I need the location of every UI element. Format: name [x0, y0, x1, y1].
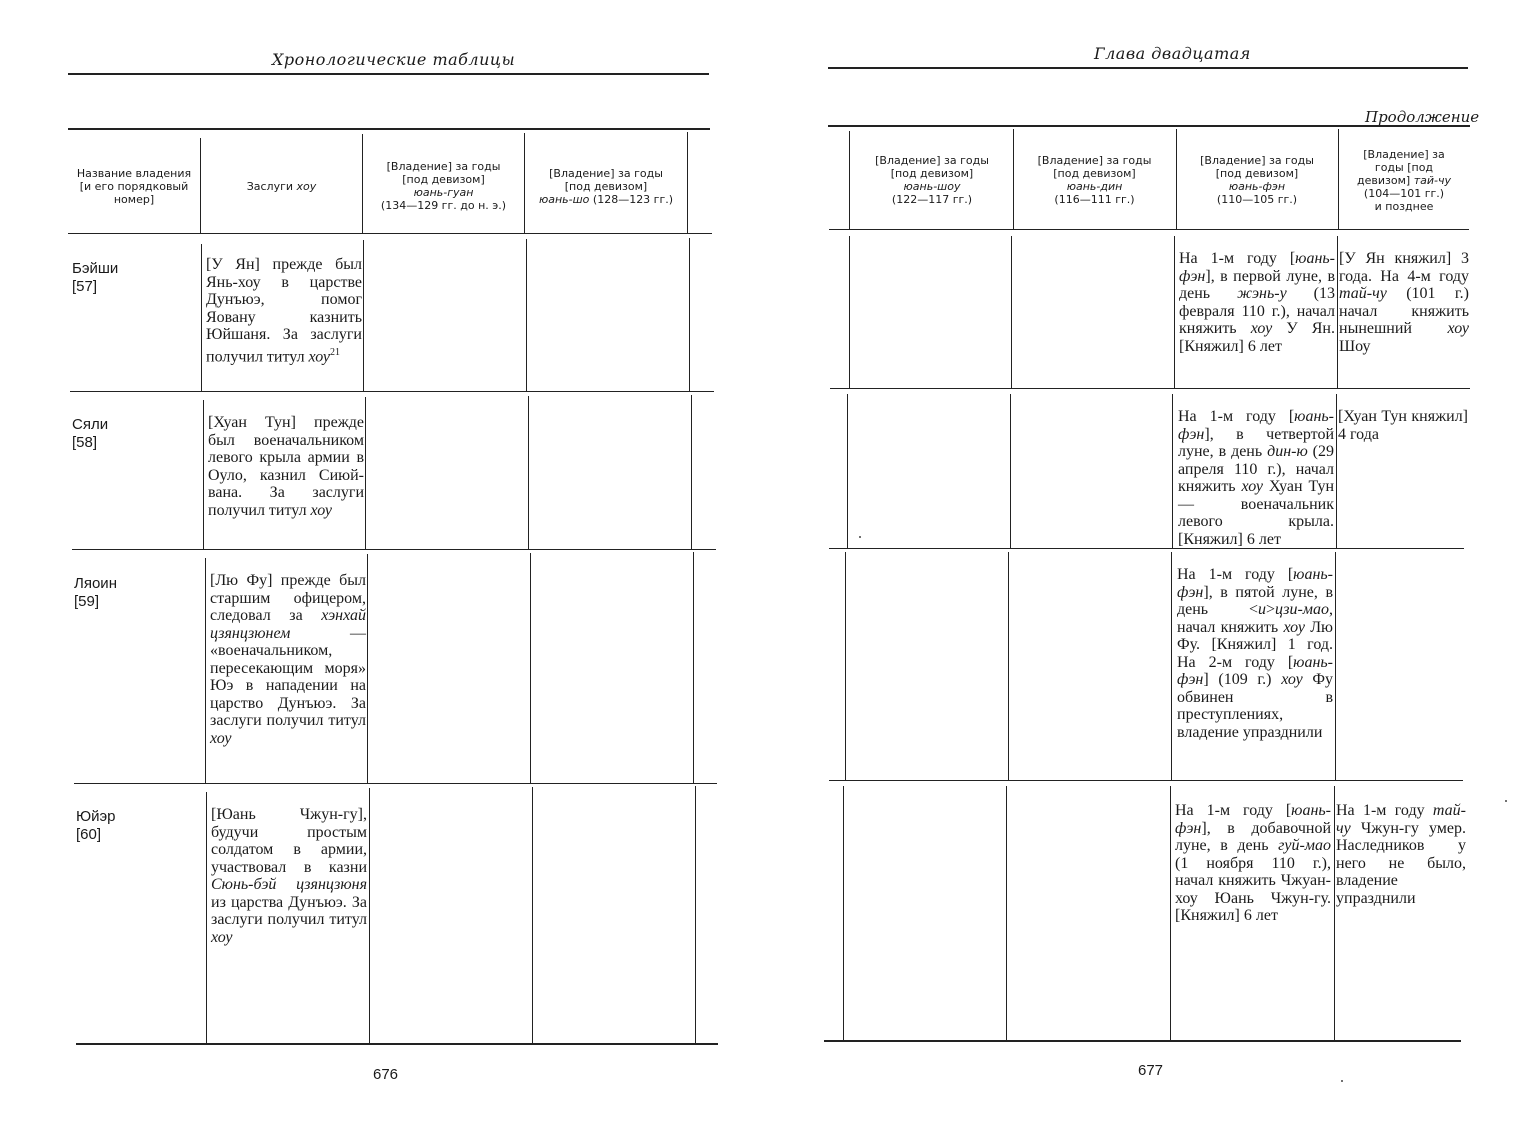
continuation-label: Продолжение: [1365, 108, 1480, 126]
right-page: [761, 0, 1522, 1138]
fief-number: [58]: [72, 434, 98, 451]
column-header: [853, 134, 1011, 226]
table-top-rule: [68, 128, 710, 130]
column-divider: [1011, 236, 1012, 388]
column-divider: [691, 395, 692, 550]
table-bottom-rule: [824, 1040, 1461, 1042]
page-number: 677: [1138, 1062, 1164, 1079]
column-divider: [845, 552, 846, 780]
column-header: [203, 140, 360, 232]
column-header-text: [Владение] за годы [под девизом] тай-чу (104—101 гг.) и позднее: [1357, 147, 1451, 213]
fief-number: [59]: [74, 593, 100, 610]
column-divider: [206, 792, 207, 1044]
column-divider: [849, 236, 850, 388]
column-divider: [687, 132, 688, 234]
column-divider: [1335, 552, 1336, 780]
column-divider: [1176, 129, 1177, 229]
print-speck: [1505, 800, 1507, 802]
yuanfeng-cell: На 1-м году [юань-фэн], в четвертой луне, в день дин-ю (29 апреля 110 г.), начал княжить хоу Хуан Тун — военачальник левого крыла. [Княжил] 6 лет: [1178, 408, 1334, 548]
merit-cell: [Хуан Тун] прежде был военачальником левого крыла армии в Оуло, казнил Сиюй-вана. За заслуги получил титул хоу: [208, 414, 364, 519]
print-speck: [859, 536, 861, 538]
column-header-text: [Владение] за годы [под девизом] юань-шо (128—123 гг.): [538, 166, 674, 206]
merit-cell: [У Ян] прежде был Янь-хоу в царстве Дунъюэ, помог Яовану казнить Юйшаня. За заслуги получил титул хоу$^{21}$: [206, 256, 362, 365]
head-rule: [828, 67, 1468, 69]
column-header: [1015, 134, 1174, 226]
merit-cell: [Юань Чжун-гу], будучи простым солдатом в армии, участвовал в казни Сюнь-бэй цзянцзюня из царства Дунъюэ. За заслуги получил титул хоу: [211, 806, 367, 946]
running-head: Глава двадцатая: [1094, 44, 1251, 63]
column-divider: [362, 134, 363, 234]
header-bottom-rule: [829, 229, 1469, 230]
header-bottom-rule: [68, 233, 712, 234]
taichu-cell: [Хуан Тун княжил] 4 года: [1338, 408, 1468, 443]
column-divider: [1013, 129, 1014, 229]
column-divider: [369, 788, 370, 1044]
row-divider: [74, 783, 717, 784]
column-divider: [1336, 394, 1337, 548]
column-divider: [528, 396, 529, 550]
print-speck: [1341, 1080, 1343, 1082]
column-header: [365, 140, 522, 232]
column-divider: [532, 787, 533, 1044]
column-header: [1340, 134, 1468, 226]
yuanfeng-cell: На 1-м году [юань-фэн], в добавочной луне, в день гуй-мао (1 ноября 110 г.), начал княжить Чжуан-хоу Юань Чжун-гу. [Княжил] 6 лет: [1175, 802, 1331, 924]
yuanfeng-cell: На 1-м году [юань-фэн], в пятой луне, в день <и>цзи-мао, начал княжить хоу Лю Фу. [Княжил] 1 год. На 2-м году [юань-фэн] (109 г.) хоу Фу обвинен в преступлениях, владение упразднили: [1177, 566, 1334, 741]
column-divider: [1334, 786, 1335, 1040]
fief-title: Сяли: [72, 416, 109, 433]
column-divider: [1170, 786, 1171, 1040]
fief-title: Ляоин: [74, 575, 117, 592]
column-divider: [689, 238, 690, 392]
table-bottom-rule: [76, 1043, 718, 1045]
column-divider: [203, 400, 204, 550]
row-divider: [70, 391, 714, 392]
column-divider: [526, 239, 527, 392]
fief-number: [60]: [76, 826, 102, 843]
column-divider: [1171, 552, 1172, 780]
column-divider: [843, 786, 844, 1040]
column-divider: [1172, 394, 1173, 548]
taichu-cell: [У Ян княжил] 3 года. На 4-м году тай-чу (101 г.) начал княжить нынешний хоу Шоу: [1339, 250, 1469, 355]
row-divider: [829, 780, 1463, 781]
column-divider: [1337, 236, 1338, 388]
column-divider: [201, 244, 202, 392]
merit-cell: [Лю Фу] прежде был старшим офицером, следовал за хэнхай цзянцзюнем — «военачальником, пересекающим моря» Юэ в нападении на царство Дунъюэ. За заслуги получил титул хоу: [210, 572, 366, 747]
column-header: [527, 140, 685, 232]
column-header: Название владения [и его порядковый номер]: [76, 166, 192, 206]
row-divider: [72, 549, 716, 550]
head-rule: [68, 73, 709, 75]
column-divider: [693, 552, 694, 784]
fief-title: Бэйши: [72, 260, 119, 277]
column-header-text: [Владение] за годы [под девизом] юань-дин (116—111 гг.): [1037, 154, 1152, 206]
fief-name: [72, 416, 108, 452]
column-divider: [1010, 394, 1011, 548]
column-divider: [847, 394, 848, 548]
column-divider: [1006, 786, 1007, 1040]
column-header-text: [Владение] за годы [под девизом] юань-шоу (122—117 гг.): [875, 154, 989, 206]
table-top-rule: [828, 125, 1470, 127]
column-divider: [363, 240, 364, 392]
column-header-text: [Владение] за годы [под девизом] юань-фэн (110—105 гг.): [1200, 154, 1314, 206]
running-head: Хронологические таблицы: [272, 50, 516, 69]
taichu-cell: На 1-м году тай-чу Чжун-гу умер. Наследников у него не было, владение упразднили: [1336, 802, 1466, 907]
column-divider: [849, 131, 850, 229]
fief-number: [57]: [72, 278, 98, 295]
column-divider: [205, 558, 206, 784]
fief-title: Юйэр: [76, 808, 116, 825]
column-divider: [695, 786, 696, 1044]
column-divider: [1338, 129, 1339, 229]
yuanfeng-cell: На 1-м году [юань-фэн], в первой луне, в день жэнь-у (13 февраля 110 г.), начал княжить хоу У Ян. [Княжил] 6 лет: [1179, 250, 1335, 355]
fief-name: [74, 575, 117, 611]
column-header: [1178, 134, 1336, 226]
column-divider: [1008, 552, 1009, 780]
column-divider: [524, 133, 525, 234]
column-header-text: Заслуги хоу: [246, 179, 317, 193]
row-divider: [829, 548, 1464, 549]
page-number: 676: [373, 1066, 399, 1083]
column-header-text: [Владение] за годы [под девизом] юань-гуан (134—129 гг. до н. э.): [380, 160, 507, 212]
column-divider: [365, 397, 366, 550]
column-divider: [530, 553, 531, 784]
fief-name: [72, 260, 118, 296]
column-divider: [367, 554, 368, 784]
column-divider: [1174, 236, 1175, 388]
column-divider: [200, 138, 201, 234]
fief-name: [76, 808, 116, 844]
row-divider: [830, 388, 1470, 389]
